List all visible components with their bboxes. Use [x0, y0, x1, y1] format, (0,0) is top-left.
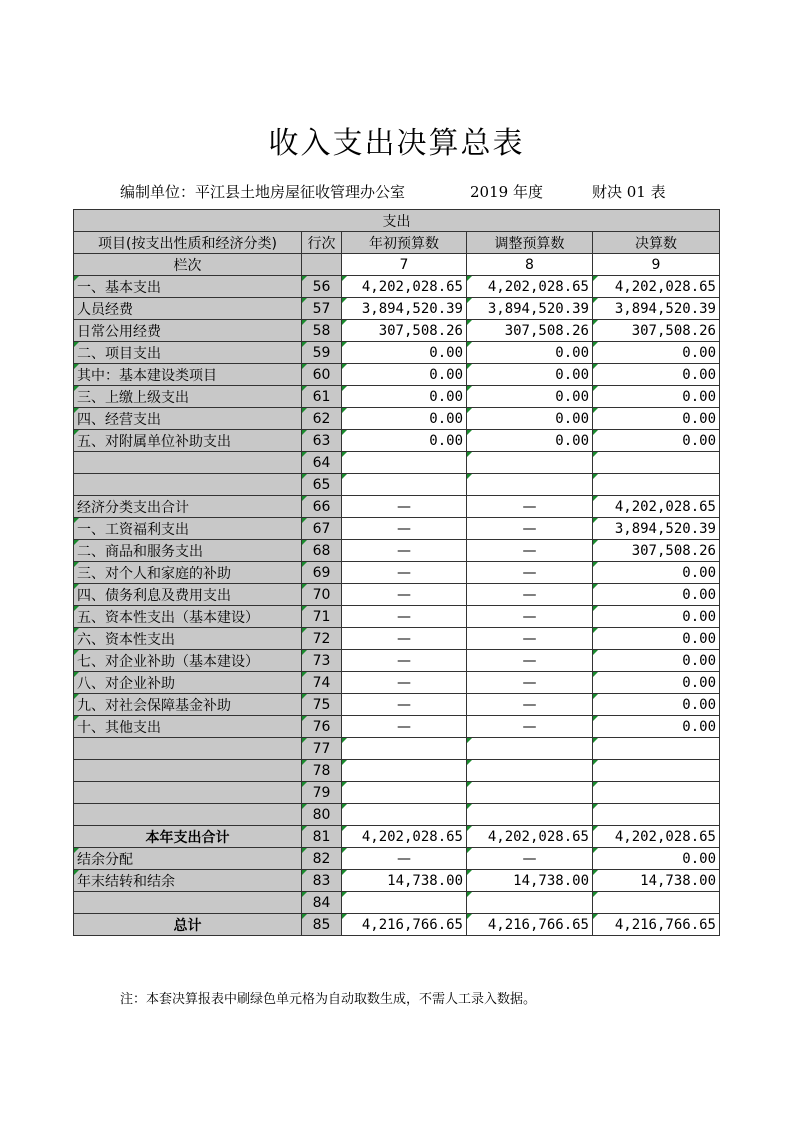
row-adjusted-budget: 0.00	[467, 386, 593, 408]
row-label: 二、商品和服务支出	[74, 540, 302, 562]
row-label: 其中：基本建设类项目	[74, 364, 302, 386]
column-index-row	[74, 254, 720, 276]
row-line-number: 59	[302, 342, 342, 364]
row-final-amount: 4,202,028.65	[593, 496, 720, 518]
row-initial-budget: —	[342, 694, 467, 716]
table-row	[74, 584, 720, 606]
row-final-amount: 0.00	[593, 430, 720, 452]
row-line-number: 64	[302, 452, 342, 474]
row-line-number: 74	[302, 672, 342, 694]
table-row	[74, 628, 720, 650]
table-row	[74, 540, 720, 562]
row-initial-budget: —	[342, 518, 467, 540]
row-adjusted-budget: —	[467, 606, 593, 628]
row-final-amount: 4,202,028.65	[593, 276, 720, 298]
row-final-amount: 0.00	[593, 562, 720, 584]
row-line-number: 84	[302, 892, 342, 914]
row-label: 二、项目支出	[74, 342, 302, 364]
table-row	[74, 298, 720, 320]
row-adjusted-budget: 4,216,766.65	[467, 914, 593, 936]
row-line-number: 68	[302, 540, 342, 562]
row-initial-budget: —	[342, 848, 467, 870]
row-adjusted-budget	[467, 760, 593, 782]
row-final-amount	[593, 738, 720, 760]
row-label: 八、对企业补助	[74, 672, 302, 694]
table-row	[74, 782, 720, 804]
row-line-number: 78	[302, 760, 342, 782]
row-final-amount: 3,894,520.39	[593, 518, 720, 540]
row-final-amount	[593, 782, 720, 804]
row-line-number: 58	[302, 320, 342, 342]
table-row	[74, 914, 720, 936]
table-row	[74, 452, 720, 474]
row-label: 人员经费	[74, 298, 302, 320]
row-line-number: 70	[302, 584, 342, 606]
form-number: 财决 01 表	[592, 183, 666, 201]
row-final-amount	[593, 892, 720, 914]
table-row	[74, 826, 720, 848]
row-initial-budget	[342, 892, 467, 914]
row-adjusted-budget: —	[467, 628, 593, 650]
col-index-c: 9	[593, 254, 720, 276]
row-adjusted-budget: 14,738.00	[467, 870, 593, 892]
col-initial-budget-header: 年初预算数	[342, 232, 467, 254]
row-label	[74, 782, 302, 804]
col-final-header: 决算数	[593, 232, 720, 254]
row-initial-budget	[342, 760, 467, 782]
row-line-number: 66	[302, 496, 342, 518]
col-adjusted-budget-header: 调整预算数	[467, 232, 593, 254]
row-line-number: 61	[302, 386, 342, 408]
row-adjusted-budget: 307,508.26	[467, 320, 593, 342]
row-line-number: 62	[302, 408, 342, 430]
table-row	[74, 474, 720, 496]
row-label	[74, 738, 302, 760]
row-line-number: 72	[302, 628, 342, 650]
row-label: 四、债务利息及费用支出	[74, 584, 302, 606]
row-final-amount: 0.00	[593, 386, 720, 408]
table-row	[74, 342, 720, 364]
row-label: 七、对企业补助（基本建设）	[74, 650, 302, 672]
col-index-b: 8	[467, 254, 593, 276]
row-label: 一、基本支出	[74, 276, 302, 298]
table-row	[74, 562, 720, 584]
row-adjusted-budget	[467, 782, 593, 804]
table-row	[74, 430, 720, 452]
col-index-a: 7	[342, 254, 467, 276]
row-initial-budget: —	[342, 606, 467, 628]
row-label: 四、经营支出	[74, 408, 302, 430]
table-row	[74, 320, 720, 342]
row-initial-budget	[342, 782, 467, 804]
row-label: 九、对社会保障基金补助	[74, 694, 302, 716]
table-row	[74, 870, 720, 892]
row-line-number: 71	[302, 606, 342, 628]
row-final-amount: 4,202,028.65	[593, 826, 720, 848]
row-adjusted-budget	[467, 804, 593, 826]
row-label	[74, 892, 302, 914]
row-label: 五、对附属单位补助支出	[74, 430, 302, 452]
row-final-amount: 3,894,520.39	[593, 298, 720, 320]
table-row	[74, 276, 720, 298]
row-line-number: 76	[302, 716, 342, 738]
row-initial-budget: —	[342, 584, 467, 606]
row-adjusted-budget: 0.00	[467, 342, 593, 364]
row-label: 三、上缴上级支出	[74, 386, 302, 408]
row-adjusted-budget: 0.00	[467, 364, 593, 386]
row-adjusted-budget	[467, 892, 593, 914]
page-title: 收入支出决算总表	[268, 126, 525, 161]
section-header: 支出	[74, 210, 720, 232]
row-final-amount: 0.00	[593, 628, 720, 650]
table-row	[74, 694, 720, 716]
row-initial-budget: 4,216,766.65	[342, 914, 467, 936]
row-label	[74, 452, 302, 474]
row-initial-budget: 0.00	[342, 364, 467, 386]
row-line-number: 73	[302, 650, 342, 672]
row-line-number: 57	[302, 298, 342, 320]
row-initial-budget: 3,894,520.39	[342, 298, 467, 320]
row-line-number: 60	[302, 364, 342, 386]
table-row	[74, 672, 720, 694]
row-adjusted-budget: —	[467, 540, 593, 562]
row-line-number: 67	[302, 518, 342, 540]
table-row	[74, 606, 720, 628]
row-final-amount: 0.00	[593, 650, 720, 672]
table-row	[74, 408, 720, 430]
row-adjusted-budget: —	[467, 584, 593, 606]
row-adjusted-budget: —	[467, 848, 593, 870]
row-label: 结余分配	[74, 848, 302, 870]
row-label: 本年支出合计	[74, 826, 302, 848]
row-final-amount	[593, 760, 720, 782]
col-item-header: 项目(按支出性质和经济分类)	[74, 232, 302, 254]
row-adjusted-budget: —	[467, 518, 593, 540]
row-final-amount: 307,508.26	[593, 540, 720, 562]
row-adjusted-budget: —	[467, 694, 593, 716]
row-adjusted-budget: 3,894,520.39	[467, 298, 593, 320]
row-label: 五、资本性支出（基本建设）	[74, 606, 302, 628]
row-line-number: 83	[302, 870, 342, 892]
reporting-unit: 编制单位：平江县土地房屋征收管理办公室	[120, 183, 406, 201]
table-row	[74, 892, 720, 914]
row-final-amount: 0.00	[593, 672, 720, 694]
row-final-amount: 14,738.00	[593, 870, 720, 892]
row-line-number: 81	[302, 826, 342, 848]
row-final-amount	[593, 474, 720, 496]
row-line-number: 56	[302, 276, 342, 298]
row-initial-budget	[342, 738, 467, 760]
row-label: 总计	[74, 914, 302, 936]
table-row	[74, 496, 720, 518]
row-adjusted-budget: 4,202,028.65	[467, 826, 593, 848]
col-index-label: 栏次	[74, 254, 302, 276]
row-line-number: 80	[302, 804, 342, 826]
row-final-amount: 0.00	[593, 408, 720, 430]
row-initial-budget	[342, 452, 467, 474]
row-initial-budget: 0.00	[342, 342, 467, 364]
row-line-number: 69	[302, 562, 342, 584]
column-header-row	[74, 232, 720, 254]
row-initial-budget: —	[342, 672, 467, 694]
row-label: 一、工资福利支出	[74, 518, 302, 540]
row-adjusted-budget	[467, 738, 593, 760]
row-initial-budget: 0.00	[342, 408, 467, 430]
col-index-blank	[302, 254, 342, 276]
row-final-amount	[593, 452, 720, 474]
col-line-header: 行次	[302, 232, 342, 254]
row-initial-budget: 14,738.00	[342, 870, 467, 892]
row-label	[74, 804, 302, 826]
row-adjusted-budget: 0.00	[467, 408, 593, 430]
row-adjusted-budget: 0.00	[467, 430, 593, 452]
table-row	[74, 386, 720, 408]
row-label: 日常公用经费	[74, 320, 302, 342]
row-label: 六、资本性支出	[74, 628, 302, 650]
row-adjusted-budget	[467, 474, 593, 496]
row-final-amount: 0.00	[593, 716, 720, 738]
table-row	[74, 804, 720, 826]
expenditure-table	[73, 209, 720, 936]
row-final-amount: 0.00	[593, 694, 720, 716]
row-label	[74, 760, 302, 782]
row-line-number: 82	[302, 848, 342, 870]
row-initial-budget: —	[342, 562, 467, 584]
row-initial-budget: —	[342, 496, 467, 518]
footnote: 注：本套决算报表中刷绿色单元格为自动取数生成，不需人工录入数据。	[120, 992, 537, 1007]
row-final-amount: 4,216,766.65	[593, 914, 720, 936]
row-adjusted-budget	[467, 452, 593, 474]
row-initial-budget: 4,202,028.65	[342, 276, 467, 298]
table-row	[74, 518, 720, 540]
row-final-amount: 0.00	[593, 342, 720, 364]
row-initial-budget: —	[342, 628, 467, 650]
table-row	[74, 760, 720, 782]
row-line-number: 79	[302, 782, 342, 804]
row-initial-budget: —	[342, 716, 467, 738]
row-initial-budget	[342, 804, 467, 826]
table-row	[74, 716, 720, 738]
row-label: 十、其他支出	[74, 716, 302, 738]
row-initial-budget: —	[342, 540, 467, 562]
table-row	[74, 848, 720, 870]
row-initial-budget	[342, 474, 467, 496]
row-adjusted-budget: —	[467, 496, 593, 518]
section-header-row	[74, 210, 720, 232]
row-line-number: 85	[302, 914, 342, 936]
row-adjusted-budget: —	[467, 716, 593, 738]
fiscal-year: 2019 年度	[470, 183, 543, 201]
row-initial-budget: —	[342, 650, 467, 672]
table-row	[74, 650, 720, 672]
row-label: 年末结转和结余	[74, 870, 302, 892]
row-final-amount	[593, 804, 720, 826]
row-final-amount: 0.00	[593, 584, 720, 606]
row-label: 三、对个人和家庭的补助	[74, 562, 302, 584]
row-adjusted-budget: —	[467, 672, 593, 694]
row-initial-budget: 4,202,028.65	[342, 826, 467, 848]
row-label	[74, 474, 302, 496]
row-line-number: 65	[302, 474, 342, 496]
row-adjusted-budget: —	[467, 562, 593, 584]
row-final-amount: 0.00	[593, 364, 720, 386]
row-final-amount: 0.00	[593, 848, 720, 870]
row-adjusted-budget: 4,202,028.65	[467, 276, 593, 298]
row-line-number: 77	[302, 738, 342, 760]
row-line-number: 75	[302, 694, 342, 716]
row-line-number: 63	[302, 430, 342, 452]
row-final-amount: 0.00	[593, 606, 720, 628]
row-final-amount: 307,508.26	[593, 320, 720, 342]
table-row	[74, 364, 720, 386]
row-initial-budget: 0.00	[342, 386, 467, 408]
row-adjusted-budget: —	[467, 650, 593, 672]
row-label: 经济分类支出合计	[74, 496, 302, 518]
row-initial-budget: 307,508.26	[342, 320, 467, 342]
row-initial-budget: 0.00	[342, 430, 467, 452]
table-row	[74, 738, 720, 760]
